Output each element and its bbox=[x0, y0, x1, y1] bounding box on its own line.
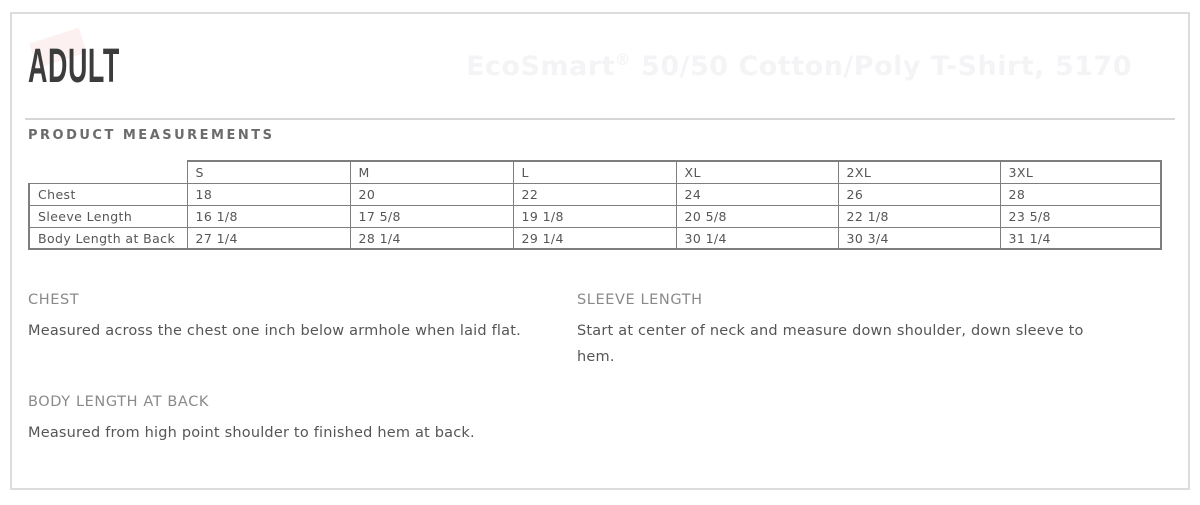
product-title-name: EcoSmart bbox=[465, 51, 616, 82]
definition-chest bbox=[28, 292, 577, 370]
measurement-cell: 24 bbox=[676, 183, 838, 205]
measurement-cell: 26 bbox=[838, 183, 1000, 205]
measurements-table bbox=[28, 160, 1162, 250]
measurement-cell: 22 bbox=[513, 183, 676, 205]
size-column-header-3xl: 3XL bbox=[1000, 161, 1161, 183]
panel-header bbox=[28, 14, 1172, 118]
measurement-cell: 18 bbox=[187, 183, 350, 205]
definition-term: CHEST bbox=[28, 292, 80, 308]
definition-spacer bbox=[577, 394, 1172, 446]
measurement-cell: 20 5/8 bbox=[676, 205, 838, 227]
size-column-header-m: M bbox=[350, 161, 513, 183]
definition-term: BODY LENGTH AT BACK bbox=[28, 394, 210, 410]
measurement-cell: 23 5/8 bbox=[1000, 205, 1161, 227]
table-row-chest bbox=[29, 183, 1161, 205]
page-title: ADULT bbox=[28, 39, 120, 93]
row-label-sleeve-length: Sleeve Length bbox=[29, 205, 187, 227]
definition-sleeve-length bbox=[577, 292, 1172, 370]
row-label-body-length: Body Length at Back bbox=[29, 227, 187, 249]
measurement-cell: 30 1/4 bbox=[676, 227, 838, 249]
measurement-cell: 28 1/4 bbox=[350, 227, 513, 249]
definition-description: Measured from high point shoulder to finished hem at back. bbox=[28, 425, 475, 441]
measurement-cell: 27 1/4 bbox=[187, 227, 350, 249]
definition-description: Start at center of neck and measure down shoulder, down sleeve to hem. bbox=[577, 323, 1084, 365]
table-row-sleeve-length bbox=[29, 205, 1161, 227]
size-column-header-s: S bbox=[187, 161, 350, 183]
definition-term: SLEEVE LENGTH bbox=[577, 292, 703, 308]
header-divider bbox=[25, 118, 1175, 120]
size-chart-panel bbox=[10, 12, 1190, 490]
registered-trademark-symbol: ® bbox=[615, 50, 632, 69]
product-title bbox=[466, 50, 1172, 82]
measurement-cell: 31 1/4 bbox=[1000, 227, 1161, 249]
measurement-cell: 17 5/8 bbox=[350, 205, 513, 227]
measurement-cell: 22 1/8 bbox=[838, 205, 1000, 227]
table-row-body-length bbox=[29, 227, 1161, 249]
measurement-cell: 30 3/4 bbox=[838, 227, 1000, 249]
measurement-cell: 29 1/4 bbox=[513, 227, 676, 249]
measurement-cell: 19 1/8 bbox=[513, 205, 676, 227]
product-measurements-heading: PRODUCT MEASUREMENTS bbox=[28, 128, 275, 143]
product-title-rest: 50/50 Cotton/Poly T-Shirt, 5170 bbox=[631, 51, 1132, 82]
definition-description: Measured across the chest one inch below armhole when laid flat. bbox=[28, 323, 521, 339]
table-corner-cell bbox=[29, 161, 187, 183]
size-column-header-l: L bbox=[513, 161, 676, 183]
row-label-chest: Chest bbox=[29, 183, 187, 205]
size-column-header-xl: XL bbox=[676, 161, 838, 183]
size-column-header-2xl: 2XL bbox=[838, 161, 1000, 183]
measurement-cell: 28 bbox=[1000, 183, 1161, 205]
definition-body-length bbox=[28, 394, 577, 446]
measurement-cell: 16 1/8 bbox=[187, 205, 350, 227]
measurement-definitions bbox=[28, 292, 1172, 446]
measurement-cell: 20 bbox=[350, 183, 513, 205]
size-header-row bbox=[29, 161, 1161, 183]
